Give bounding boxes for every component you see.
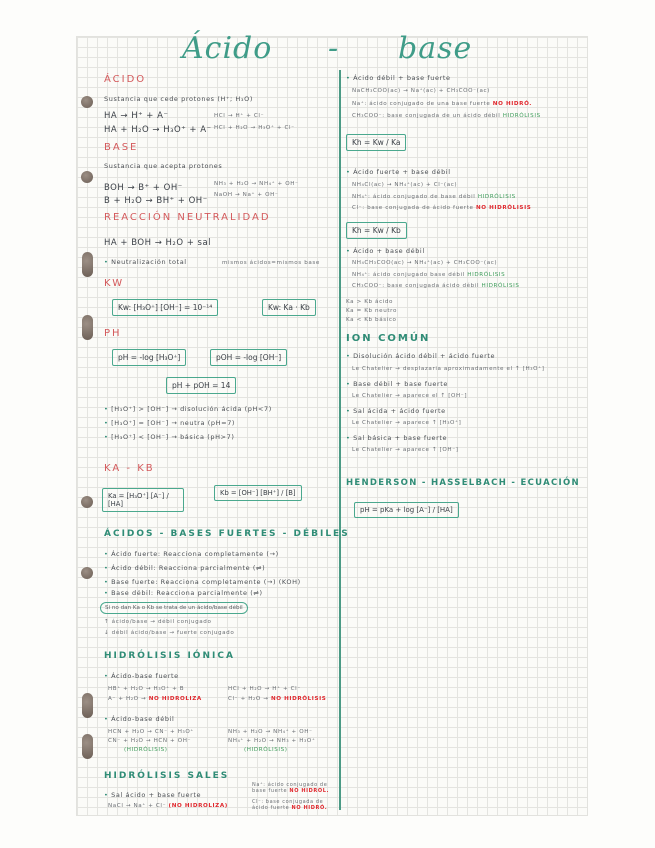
ion-line-1: • Disolución ácido débil + ácido fuerte bbox=[346, 352, 495, 360]
acido-equation-2: HA + H₂O → H₃O⁺ + A⁻ bbox=[104, 125, 212, 135]
heading-neutralidad: REACCIÓN NEUTRALIDAD bbox=[104, 212, 271, 223]
hidrolisis-1b: A⁻ + H₂O → NO HIDROLIZA bbox=[108, 696, 202, 702]
binder-hole bbox=[82, 252, 93, 277]
hidrolisis-subheading-1: • Ácido-base fuerte bbox=[104, 672, 179, 680]
binder-hole bbox=[81, 171, 93, 183]
kh-box-2: Kh = Kw / Kb bbox=[346, 222, 407, 239]
henderson-box: pH = pKa + log [A⁻] / [HA] bbox=[354, 502, 459, 518]
fuerte-debil-line-6: ↓ débil ácido/base → fuerte conjugado bbox=[104, 630, 235, 636]
right-3b: NH₄⁺: ácido conjugado base débil HIDRÓLISIS bbox=[352, 272, 506, 278]
right-3c-green: HIDRÓLISIS bbox=[481, 283, 520, 289]
right-1a: NaCH₃COO(ac) → Na⁺(ac) + CH₃COO⁻(ac) bbox=[352, 88, 490, 94]
ph-line-1: • [H₃O⁺] > [OH⁻] → disolución ácida (pH<7) bbox=[104, 405, 272, 413]
binder-hole bbox=[81, 96, 93, 108]
fuerte-debil-line-1: • Ácido fuerte: Reacciona completamente (→) bbox=[104, 550, 279, 558]
binder-hole bbox=[82, 315, 93, 340]
hidrolisis-1c: HCl + H₂O → H⁺ + Cl⁻ bbox=[228, 686, 301, 692]
hidrolisis-2e: NH₄⁺ + H₂O → NH₃ + H₃O⁺ bbox=[228, 738, 316, 744]
hidrolisis-2a: HCN + H₂O → CN⁻ + H₃O⁺ bbox=[108, 729, 194, 735]
sales-note-2: Cl⁻: base conjugada de ácido fuerte NO HIDRÓ. bbox=[252, 799, 328, 811]
sales-note-1: Na⁺: ácido conjugado de base fuerte NO HIDROL. bbox=[252, 782, 329, 794]
ion-line-4a: Le Chatelier → aparece ↑ [OH⁻] bbox=[352, 447, 459, 453]
right-1b-red: NO HIDRÓ. bbox=[492, 101, 533, 107]
hidrolisis-2f: (HIDRÓLISIS) bbox=[244, 747, 288, 753]
base-equation-2: B + H₂O → BH⁺ + OH⁻ bbox=[104, 196, 208, 206]
heading-ion-comun: ION COMÚN bbox=[346, 333, 431, 344]
right-2b: NH₄⁺: ácido conjugado de base débil HIDRÓLISIS bbox=[352, 194, 516, 200]
ion-line-4: • Sal básica + base fuerte bbox=[346, 434, 447, 442]
heading-kw: KW bbox=[104, 278, 125, 289]
sales-subheading-1: • Sal ácido + base fuerte bbox=[104, 791, 201, 799]
fuerte-debil-line-2: • Ácido débil: Reacciona parcialmente (⇌) bbox=[104, 564, 265, 572]
ph-line-2: • [H₃O⁺] = [OH⁻] → neutra (pH=7) bbox=[104, 419, 235, 427]
acido-equation-1: HA → H⁺ + A⁻ bbox=[104, 111, 169, 121]
base-example-2: NaOH → Na⁺ + OH⁻ bbox=[214, 192, 279, 198]
right-2c: Cl⁻: base conjugada de ácido fuerte NO HIDRÓLISIS bbox=[352, 205, 532, 211]
neutralidad-note-2: mismos ácidos=mismos base bbox=[222, 260, 320, 266]
page-title-dash: - bbox=[328, 31, 340, 66]
hidrolisis-2d: NH₃ + H₂O → NH₄⁺ + OH⁻ bbox=[228, 729, 313, 735]
binder-hole bbox=[82, 693, 93, 718]
heading-hidrolisis-ionica: HIDRÓLISIS IÓNICA bbox=[104, 651, 235, 661]
right-subheading-2: • Ácido fuerte + base débil bbox=[346, 168, 451, 176]
no-hidrolisis-label: NO HIDRÓLISIS bbox=[270, 696, 327, 702]
right-subheading-1: • Ácido débil + base fuerte bbox=[346, 74, 451, 82]
ion-line-2a: Le Chatelier → aparece el ↑ [OH⁻] bbox=[352, 393, 468, 399]
binder-hole bbox=[81, 496, 93, 508]
hidrolisis-subheading-2: • Ácido-base débil bbox=[104, 715, 174, 723]
ka-kb-line-1: Ka > Kb ácido bbox=[346, 299, 394, 305]
fuerte-debil-line-4: • Base débil: Reacciona parcialmente (⇌) bbox=[104, 589, 263, 597]
right-2a: NH₄Cl(ac) → NH₄⁺(ac) + Cl⁻(ac) bbox=[352, 182, 458, 188]
page-title-left: Ácido bbox=[182, 31, 273, 66]
heading-base: BASE bbox=[104, 142, 139, 153]
right-3b-green: HIDRÓLISIS bbox=[467, 272, 506, 278]
right-2c-red: NO HIDRÓLISIS bbox=[475, 205, 532, 211]
binder-hole bbox=[82, 734, 93, 759]
base-definition: Sustancia que acepta protones bbox=[104, 162, 223, 170]
page-title-right: base bbox=[398, 31, 473, 66]
acido-example-2: HCl + H₂O → H₃O⁺ + Cl⁻ bbox=[214, 125, 295, 131]
ph-line-3: • [H₃O⁺] < [OH⁻] → básica (pH>7) bbox=[104, 433, 234, 441]
kh-box-1: Kh = Kw / Ka bbox=[346, 134, 406, 151]
neutralidad-note: • Neutralización total bbox=[104, 258, 187, 266]
ion-line-3a: Le Chatelier → aparece ↑ [H₃O⁺] bbox=[352, 420, 462, 426]
hidrolisis-2b: CN⁻ + H₂O → HCN + OH⁻ bbox=[108, 738, 192, 744]
right-3a: NH₄CH₃COO(ac) → NH₄⁺(ac) + CH₃COO⁻(ac) bbox=[352, 260, 498, 266]
ph-box-1: pH = -log [H₃O⁺] bbox=[112, 349, 186, 366]
right-2b-green: HIDRÓLISIS bbox=[477, 194, 516, 200]
heading-ph: PH bbox=[104, 328, 122, 339]
heading-fuertes-debiles: ÁCIDOS - BASES FUERTES - DÉBILES bbox=[104, 529, 350, 539]
heading-ka-kb: KA - KB bbox=[104, 463, 155, 474]
ion-line-2: • Base débil + base fuerte bbox=[346, 380, 448, 388]
fuerte-debil-note: Si no dan Ka o Kb se trata de un ácido/base débil bbox=[100, 602, 248, 614]
ph-box-3: pH + pOH = 14 bbox=[166, 377, 236, 394]
kb-box: Kb = [OH⁻] [BH⁺] / [B] bbox=[214, 485, 302, 501]
heading-hidrolisis-sales: HIDRÓLISIS SALES bbox=[104, 771, 230, 781]
no-hidroliza-label: NO HIDROLIZA bbox=[148, 696, 202, 702]
heading-acido: ÁCIDO bbox=[104, 74, 147, 85]
ka-kb-line-3: Ka < Kb básico bbox=[346, 317, 397, 323]
base-example-1: NH₃ + H₂O → NH₄⁺ + OH⁻ bbox=[214, 181, 299, 187]
right-1c-green: HIDRÓLISIS bbox=[502, 113, 541, 119]
right-1c: CH₃COO⁻: base conjugada de un ácido débil HIDRÓLISIS bbox=[352, 113, 541, 119]
sales-note-2-red: NO HIDRÓ. bbox=[291, 805, 328, 811]
right-1b: Na⁺: ácido conjugado de una base fuerte NO HIDRÓ. bbox=[352, 101, 533, 107]
sales-note-1-red: NO HIDROL. bbox=[289, 788, 329, 794]
kw-box-2: Kw: Ka · Kb bbox=[262, 299, 316, 316]
base-equation-1: BOH → B⁺ + OH⁻ bbox=[104, 183, 183, 193]
acido-example-1: HCl → H⁺ + Cl⁻ bbox=[214, 113, 265, 119]
ka-box: Ka = [H₃O⁺] [A⁻] / [HA] bbox=[102, 488, 184, 512]
right-subheading-3: • Ácido + base débil bbox=[346, 247, 425, 255]
acido-definition: Sustancia que cede protones (H⁺; H₃O) bbox=[104, 95, 253, 103]
kw-box-1: Kw: [H₃O⁺] [OH⁻] = 10⁻¹⁴ bbox=[112, 299, 218, 316]
column-divider bbox=[339, 70, 341, 810]
ph-box-2: pOH = -log [OH⁻] bbox=[210, 349, 287, 366]
fuerte-debil-line-3: • Base fuerte: Reacciona completamente (→) (KOH) bbox=[104, 578, 301, 586]
ion-line-3: • Sal ácida + ácido fuerte bbox=[346, 407, 446, 415]
heading-henderson: HENDERSON - HASSELBACH - ECUACIÓN bbox=[346, 478, 580, 488]
sales-no-hidroliza: (NO HIDROLIZA) bbox=[168, 803, 228, 809]
ka-kb-line-2: Ka = Kb neutro bbox=[346, 308, 397, 314]
hidrolisis-1a: HB⁺ + H₂O → H₃O⁺ + B bbox=[108, 686, 185, 692]
sales-1a: NaCl → Na⁺ + Cl⁻ (NO HIDROLIZA) bbox=[108, 803, 228, 809]
binder-hole bbox=[81, 567, 93, 579]
neutralidad-equation: HA + BOH → H₂O + sal bbox=[104, 238, 212, 248]
hidrolisis-2c: (HIDRÓLISIS) bbox=[124, 747, 168, 753]
ion-line-1a: Le Chatelier → desplazaria aproximadamente el ↑ [H₃O⁺] bbox=[352, 366, 545, 372]
right-3c: CH₃COO⁻: base conjugada ácido débil HIDRÓLISIS bbox=[352, 283, 520, 289]
fuerte-debil-line-5: ↑ ácido/base → débil conjugado bbox=[104, 619, 212, 625]
hidrolisis-1d: Cl⁻ + H₂O → NO HIDRÓLISIS bbox=[228, 696, 327, 702]
